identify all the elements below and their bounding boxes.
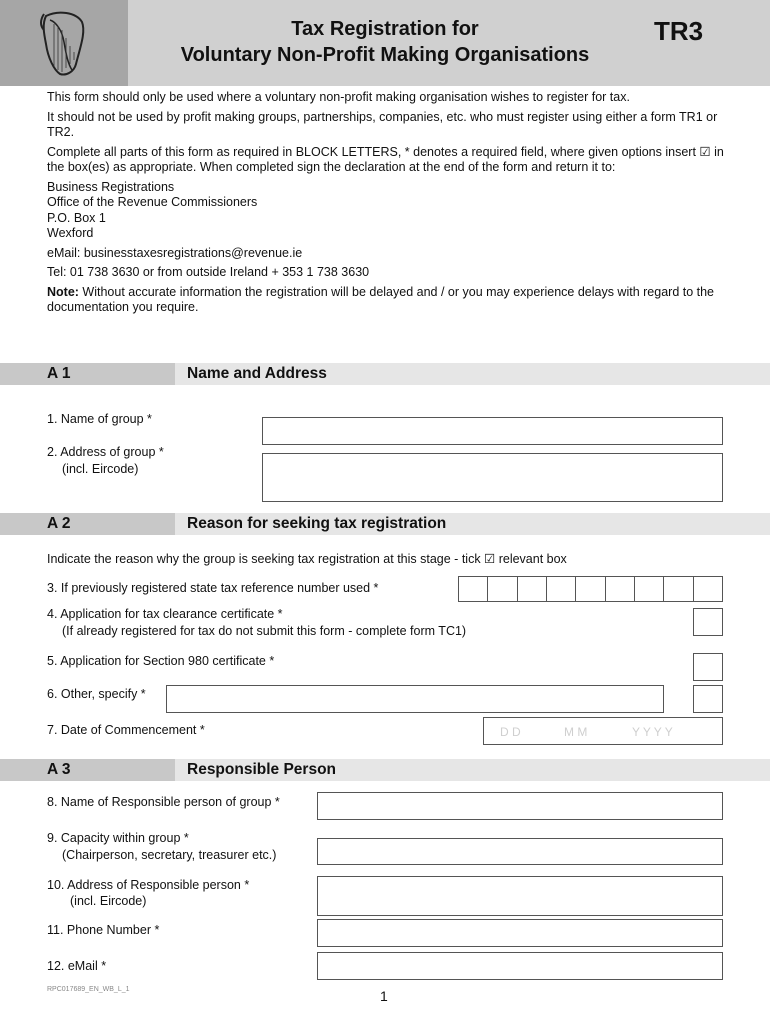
label-name-of-group: 1. Name of group *: [47, 412, 152, 426]
intro-paragraph-3: Complete all parts of this form as required in BLOCK LETTERS, * denotes a required field, where given options insert ☑ in the box(es) as appropriate. When completed sign the declaration at the end of the form and return it to:: [47, 144, 724, 174]
label-tax-reference: 3. If previously registered state tax reference number used *: [47, 581, 379, 595]
note-text: Without accurate information the registration will be delayed and / or you may experience delays with regard to the documentation you require.: [47, 284, 715, 314]
section-code: A 3: [47, 761, 71, 778]
other-checkbox[interactable]: [693, 685, 723, 713]
label-responsible-address-sub: (incl. Eircode): [70, 894, 147, 908]
email-input[interactable]: [317, 952, 723, 980]
title-line-2: Voluntary Non-Profit Making Organisations: [180, 44, 590, 66]
label-responsible-name: 8. Name of Responsible person of group *: [47, 795, 280, 809]
section-a2-header: [0, 513, 770, 535]
label-section-980: 5. Application for Section 980 certificate *: [47, 654, 275, 668]
section-980-checkbox[interactable]: [693, 653, 723, 681]
label-address-sub: (incl. Eircode): [62, 462, 139, 476]
date-of-commencement-input[interactable]: [483, 717, 723, 745]
intro-paragraph-2: It should not be used by profit making groups, partnerships, companies, etc. who must register using either a form TR1 or TR2.: [47, 109, 718, 139]
footer-form-code: RPC017689_EN_WB_L_1: [47, 986, 130, 993]
other-specify-input[interactable]: [166, 685, 664, 713]
date-month-placeholder: M M: [564, 725, 588, 739]
form-code: TR3: [654, 16, 704, 46]
page-number: 1: [380, 988, 388, 1004]
address-line-4: Wexford: [47, 226, 94, 240]
date-year-placeholder: Y Y Y Y: [632, 725, 673, 739]
tax-clearance-checkbox[interactable]: [693, 608, 723, 636]
section-title: Reason for seeking tax registration: [187, 515, 447, 532]
tax-reference-cells[interactable]: [458, 576, 723, 602]
label-phone-number: 11. Phone Number *: [47, 923, 160, 937]
form-header: [0, 0, 770, 86]
intro-text: [47, 90, 727, 320]
label-email: 12. eMail *: [47, 959, 107, 973]
contact-phone: Tel: 01 738 3630 or from outside Ireland + 353 1 738 3630: [47, 265, 370, 279]
name-of-group-input[interactable]: [262, 417, 723, 445]
postal-address: [47, 180, 727, 242]
label-tax-clearance: 4. Application for tax clearance certificate *: [47, 607, 283, 621]
address-line-3: P.O. Box 1: [47, 210, 106, 225]
intro-paragraph-1: This form should only be used where a voluntary non-profit making organisation wishes to register for tax.: [47, 90, 630, 104]
harp-emblem-icon: [36, 8, 92, 80]
address-line-1: Business Registrations: [47, 179, 175, 194]
a2-instruction: Indicate the reason why the group is seeking tax registration at this stage - tick ☑ relevant box: [47, 552, 567, 566]
label-date-of-commencement: 7. Date of Commencement *: [47, 723, 205, 737]
contact-email: eMail: businesstaxesregistrations@revenue.ie: [47, 245, 303, 260]
responsible-address-input[interactable]: [317, 876, 723, 916]
date-day-placeholder: D D: [500, 725, 521, 739]
phone-number-input[interactable]: [317, 919, 723, 947]
section-code: A 2: [47, 515, 71, 532]
label-capacity: 9. Capacity within group *: [47, 831, 189, 845]
note: [47, 285, 727, 316]
label-capacity-sub: (Chairperson, secretary, treasurer etc.): [62, 848, 277, 862]
address-line-2: Office of the Revenue Commissioners: [47, 195, 258, 209]
logo-panel: [0, 0, 128, 86]
section-a1-header: [0, 363, 770, 385]
title-line-1: Tax Registration for: [291, 18, 479, 40]
responsible-name-input[interactable]: [317, 792, 723, 820]
label-address-of-group: 2. Address of group *: [47, 445, 164, 459]
capacity-input[interactable]: [317, 838, 723, 865]
note-label: Note:: [47, 284, 79, 299]
section-title: Name and Address: [187, 365, 327, 382]
address-of-group-input[interactable]: [262, 453, 723, 502]
label-tax-clearance-sub: (If already registered for tax do not submit this form - complete form TC1): [62, 624, 467, 638]
label-other-specify: 6. Other, specify *: [47, 687, 146, 701]
section-code: A 1: [47, 365, 71, 382]
form-title: [140, 16, 630, 68]
section-a3-header: [0, 759, 770, 781]
section-title: Responsible Person: [187, 761, 337, 778]
label-responsible-address: 10. Address of Responsible person *: [47, 878, 250, 892]
